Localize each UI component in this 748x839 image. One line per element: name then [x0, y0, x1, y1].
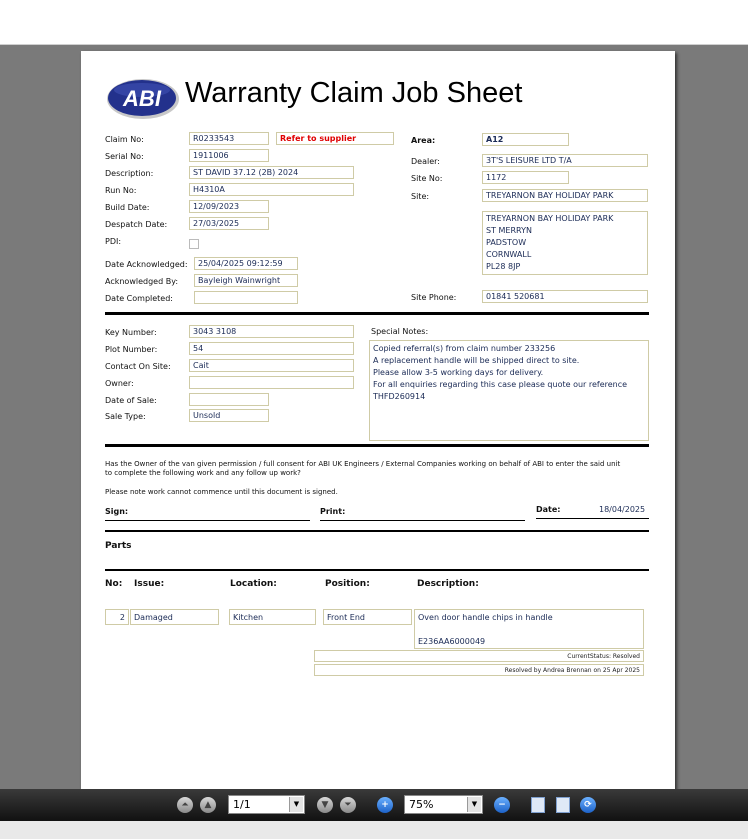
- site-address-field: [482, 211, 648, 275]
- col-issue: Issue:: [134, 579, 165, 589]
- date-label: Date:: [536, 505, 561, 514]
- last-page-icon[interactable]: ⏷: [340, 797, 356, 813]
- address-line: PL28 8JP: [486, 262, 521, 271]
- plot-number-label: Plot Number:: [105, 345, 158, 354]
- plot-number-field: 54: [189, 342, 354, 355]
- consent-note: Please note work cannot commence until this document is signed.: [105, 488, 338, 496]
- special-notes-field: [369, 340, 649, 441]
- pdi-checkbox[interactable]: [189, 239, 199, 249]
- viewer-top-bar: [0, 0, 748, 45]
- serial-no-label: Serial No:: [105, 152, 144, 161]
- area-field: A12: [482, 133, 569, 146]
- site-no-field: 1172: [482, 171, 569, 184]
- part-code: E236AA6000049: [418, 637, 486, 646]
- note-line: Copied referral(s) from claim number 233256: [373, 344, 556, 353]
- print-line: [320, 520, 525, 521]
- zoom-in-icon[interactable]: +: [377, 797, 393, 813]
- dealer-label: Dealer:: [411, 157, 440, 166]
- despatch-date-label: Despatch Date:: [105, 220, 168, 229]
- col-description: Description:: [417, 579, 479, 589]
- viewer-bottom-strip: [0, 821, 748, 839]
- sign-label: Sign:: [105, 507, 129, 516]
- fit-width-icon[interactable]: [531, 797, 545, 813]
- part-location-field: Kitchen: [229, 609, 316, 625]
- acknowledged-by-field: Bayleigh Wainwright: [194, 274, 298, 287]
- part-description-field: [414, 609, 644, 649]
- date-of-sale-label: Date of Sale:: [105, 396, 157, 405]
- zoom-out-icon[interactable]: −: [494, 797, 510, 813]
- key-number-field: 3043 3108: [189, 325, 354, 338]
- document-page: [81, 51, 675, 811]
- divider: [105, 530, 649, 532]
- serial-no-field: 1911006: [189, 149, 269, 162]
- note-line: THFD260914: [373, 392, 426, 401]
- date-acknowledged-field: 25/04/2025 09:12:59: [194, 257, 298, 270]
- sign-date: 18/04/2025: [599, 505, 646, 514]
- site-no-label: Site No:: [411, 174, 443, 183]
- date-line: [536, 518, 649, 519]
- acknowledged-by-label: Acknowledged By:: [105, 277, 179, 286]
- note-line: A replacement handle will be shipped direct to site.: [373, 356, 580, 365]
- consent-text: to complete the following work and any follow up work?: [105, 469, 301, 477]
- fit-page-icon[interactable]: [556, 797, 570, 813]
- divider: [105, 569, 649, 571]
- owner-field: [189, 376, 354, 389]
- parts-heading: Parts: [105, 541, 132, 551]
- date-of-sale-field: [189, 393, 269, 406]
- part-no-field: 2: [105, 609, 129, 625]
- date-completed-field: [194, 291, 298, 304]
- svg-text:ABI: ABI: [123, 86, 161, 111]
- print-label: Print:: [320, 507, 346, 516]
- dealer-field: 3T'S LEISURE LTD T/A: [482, 154, 648, 167]
- build-date-label: Build Date:: [105, 203, 150, 212]
- page-title: Warranty Claim Job Sheet: [185, 77, 523, 109]
- note-line: Please allow 3-5 working days for delivery.: [373, 368, 544, 377]
- col-location: Location:: [230, 579, 277, 589]
- next-page-icon[interactable]: ▼: [317, 797, 333, 813]
- zoom-select[interactable]: [404, 795, 483, 814]
- address-line: TREYARNON BAY HOLIDAY PARK: [486, 214, 614, 223]
- run-no-label: Run No:: [105, 186, 137, 195]
- abi-logo: [106, 78, 180, 120]
- col-position: Position:: [325, 579, 370, 589]
- key-number-label: Key Number:: [105, 328, 157, 337]
- divider: [105, 444, 649, 447]
- area-label: Area:: [411, 136, 436, 145]
- current-status-field: CurrentStatus: Resolved: [314, 650, 644, 662]
- site-label: Site:: [411, 192, 430, 201]
- previous-page-icon[interactable]: ▲: [200, 797, 216, 813]
- date-completed-label: Date Completed:: [105, 294, 173, 303]
- contact-label: Contact On Site:: [105, 362, 171, 371]
- claim-no-field: R0233543: [189, 132, 269, 145]
- address-line: ST MERRYN: [486, 226, 532, 235]
- page-number-select[interactable]: [228, 795, 305, 814]
- contact-field: Cait: [189, 359, 354, 372]
- site-name-field: TREYARNON BAY HOLIDAY PARK: [482, 189, 648, 202]
- consent-text: Has the Owner of the van given permission / full consent for ABI UK Engineers / External Companies working on behalf of ABI to enter the said unit: [105, 460, 621, 468]
- owner-label: Owner:: [105, 379, 134, 388]
- claim-no-label: Claim No:: [105, 135, 144, 144]
- resolved-by-field: Resolved by Andrea Brennan on 25 Apr 2025: [314, 664, 644, 676]
- note-line: For all enquiries regarding this case please quote our reference: [373, 380, 628, 389]
- sale-type-field: Unsold: [189, 409, 269, 422]
- spacer: [418, 624, 640, 636]
- site-phone-label: Site Phone:: [411, 293, 457, 302]
- sale-type-label: Sale Type:: [105, 412, 146, 421]
- divider: [105, 312, 649, 315]
- despatch-date-field: 27/03/2025: [189, 217, 269, 230]
- chevron-down-icon: ▼: [467, 797, 481, 812]
- site-phone-field: 01841 520681: [482, 290, 648, 303]
- address-line: PADSTOW: [486, 238, 527, 247]
- first-page-icon[interactable]: ⏶: [177, 797, 193, 813]
- description-field: ST DAVID 37.12 (2B) 2024: [189, 166, 354, 179]
- special-notes-label: Special Notes:: [371, 327, 429, 336]
- build-date-field: 12/09/2023: [189, 200, 269, 213]
- col-no: No:: [105, 579, 123, 589]
- sign-line: [105, 520, 310, 521]
- date-acknowledged-label: Date Acknowledged:: [105, 260, 188, 269]
- run-no-field: H4310A: [189, 183, 354, 196]
- pdi-label: PDI:: [105, 237, 122, 246]
- pdf-viewer-toolbar: [0, 789, 748, 821]
- description-label: Description:: [105, 169, 154, 178]
- part-description: Oven door handle chips in handle: [418, 613, 553, 622]
- page-number-value: 1/1: [233, 798, 251, 811]
- address-line: CORNWALL: [486, 250, 532, 259]
- zoom-value: 75%: [409, 798, 434, 811]
- part-position-field: Front End: [323, 609, 412, 625]
- rotate-icon[interactable]: ⟳: [580, 797, 596, 813]
- part-issue-field: Damaged: [130, 609, 219, 625]
- refer-note-field: Refer to supplier: [276, 132, 394, 145]
- chevron-down-icon: ▼: [289, 797, 303, 812]
